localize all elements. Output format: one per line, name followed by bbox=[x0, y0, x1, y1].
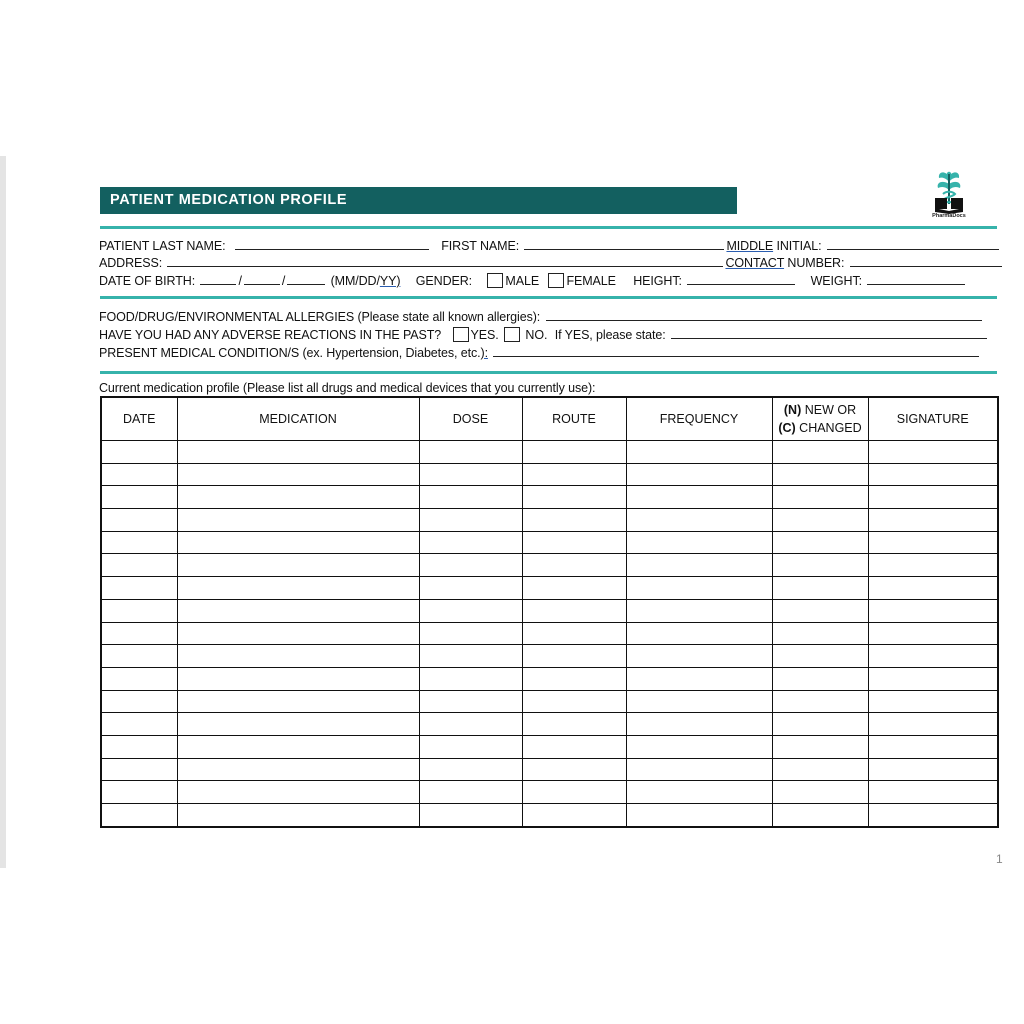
row-condition bbox=[99, 344, 981, 361]
table-row bbox=[101, 781, 998, 804]
cell-new-or-changed[interactable] bbox=[772, 554, 868, 577]
cell-signature[interactable] bbox=[868, 599, 998, 622]
contact-label-a: CONTACT bbox=[725, 256, 785, 270]
cell-frequency[interactable] bbox=[626, 554, 772, 577]
medication-table bbox=[100, 396, 999, 828]
cell-signature[interactable] bbox=[868, 509, 998, 532]
cell-dose[interactable] bbox=[419, 486, 522, 509]
weight-field[interactable] bbox=[867, 272, 965, 285]
dob-month-field[interactable] bbox=[200, 272, 236, 285]
col-new-or-changed bbox=[772, 397, 868, 441]
col-medication: MEDICATION bbox=[177, 397, 419, 441]
last-name-label: PATIENT LAST NAME: bbox=[99, 239, 226, 253]
table-row bbox=[101, 554, 998, 577]
page-shadow-edge bbox=[0, 156, 6, 868]
changed-label: CHANGED bbox=[795, 421, 862, 435]
cell-medication[interactable] bbox=[177, 509, 419, 532]
table-row bbox=[101, 599, 998, 622]
allergies-field[interactable] bbox=[546, 308, 982, 321]
cell-dose[interactable] bbox=[419, 735, 522, 758]
adverse-if-yes-label: If YES, please state: bbox=[554, 328, 666, 342]
cell-date[interactable] bbox=[101, 554, 177, 577]
cell-frequency[interactable] bbox=[626, 463, 772, 486]
cell-medication[interactable] bbox=[177, 463, 419, 486]
cell-new-or-changed[interactable] bbox=[772, 735, 868, 758]
table-row bbox=[101, 713, 998, 736]
cell-new-or-changed[interactable] bbox=[772, 509, 868, 532]
address-field[interactable] bbox=[167, 254, 723, 267]
form-title: PATIENT MEDICATION PROFILE bbox=[100, 187, 737, 214]
table-row bbox=[101, 441, 998, 464]
contact-label-b: NUMBER: bbox=[784, 256, 845, 270]
condition-field[interactable] bbox=[493, 344, 979, 357]
row-adverse bbox=[99, 326, 989, 343]
cell-medication[interactable] bbox=[177, 804, 419, 827]
cell-date[interactable] bbox=[101, 645, 177, 668]
cell-date[interactable] bbox=[101, 531, 177, 554]
cell-new-or-changed[interactable] bbox=[772, 599, 868, 622]
cell-new-or-changed[interactable] bbox=[772, 781, 868, 804]
cell-dose[interactable] bbox=[419, 577, 522, 600]
cell-frequency[interactable] bbox=[626, 667, 772, 690]
new-label: NEW OR bbox=[801, 403, 857, 417]
cell-signature[interactable] bbox=[868, 463, 998, 486]
table-row bbox=[101, 531, 998, 554]
cell-dose[interactable] bbox=[419, 509, 522, 532]
cell-route[interactable] bbox=[522, 735, 626, 758]
cell-medication[interactable] bbox=[177, 690, 419, 713]
row-allergies bbox=[99, 308, 984, 325]
cell-dose[interactable] bbox=[419, 781, 522, 804]
cell-signature[interactable] bbox=[868, 667, 998, 690]
cell-date[interactable] bbox=[101, 667, 177, 690]
cell-medication[interactable] bbox=[177, 486, 419, 509]
cell-signature[interactable] bbox=[868, 577, 998, 600]
divider-middle bbox=[100, 296, 997, 299]
page-number: 1 bbox=[996, 852, 1003, 866]
cell-medication[interactable] bbox=[177, 531, 419, 554]
cell-medication[interactable] bbox=[177, 645, 419, 668]
col-signature: SIGNATURE bbox=[868, 397, 998, 441]
cell-date[interactable] bbox=[101, 758, 177, 781]
cell-new-or-changed[interactable] bbox=[772, 758, 868, 781]
dob-label: DATE OF BIRTH: bbox=[99, 274, 196, 288]
adverse-no-checkbox[interactable] bbox=[504, 327, 520, 342]
cell-medication[interactable] bbox=[177, 713, 419, 736]
cell-medication[interactable] bbox=[177, 441, 419, 464]
table-row bbox=[101, 645, 998, 668]
cell-dose[interactable] bbox=[419, 667, 522, 690]
table-row bbox=[101, 463, 998, 486]
table-row bbox=[101, 577, 998, 600]
cell-route[interactable] bbox=[522, 622, 626, 645]
table-intro: Current medication profile (Please list all drugs and medical devices that you currently use): bbox=[99, 381, 596, 395]
male-checkbox[interactable] bbox=[487, 273, 503, 288]
allergies-label: FOOD/DRUG/ENVIRONMENTAL ALLERGIES (Please state all known allergies): bbox=[99, 310, 541, 324]
divider-bottom bbox=[100, 371, 997, 374]
weight-label: WEIGHT: bbox=[810, 274, 862, 288]
medication-table-body bbox=[101, 441, 998, 827]
cell-frequency[interactable] bbox=[626, 599, 772, 622]
middle-initial-label-a: MIDDLE bbox=[726, 239, 774, 253]
col-date: DATE bbox=[101, 397, 177, 441]
cell-dose[interactable] bbox=[419, 599, 522, 622]
gender-label: GENDER: bbox=[415, 274, 473, 288]
cell-route[interactable] bbox=[522, 531, 626, 554]
cell-dose[interactable] bbox=[419, 758, 522, 781]
cell-dose[interactable] bbox=[419, 441, 522, 464]
divider-top bbox=[100, 226, 997, 229]
cell-new-or-changed[interactable] bbox=[772, 690, 868, 713]
adverse-yes-checkbox[interactable] bbox=[453, 327, 469, 342]
cell-route[interactable] bbox=[522, 758, 626, 781]
cell-route[interactable] bbox=[522, 690, 626, 713]
cell-frequency[interactable] bbox=[626, 781, 772, 804]
middle-initial-label-b: INITIAL: bbox=[773, 239, 822, 253]
cell-medication[interactable] bbox=[177, 577, 419, 600]
cell-dose[interactable] bbox=[419, 554, 522, 577]
cell-dose[interactable] bbox=[419, 463, 522, 486]
cell-new-or-changed[interactable] bbox=[772, 531, 868, 554]
cell-route[interactable] bbox=[522, 577, 626, 600]
cell-frequency[interactable] bbox=[626, 690, 772, 713]
cell-route[interactable] bbox=[522, 486, 626, 509]
cell-frequency[interactable] bbox=[626, 441, 772, 464]
cell-date[interactable] bbox=[101, 781, 177, 804]
cell-route[interactable] bbox=[522, 804, 626, 827]
cell-date[interactable] bbox=[101, 463, 177, 486]
table-row bbox=[101, 667, 998, 690]
dob-year-field[interactable] bbox=[287, 272, 325, 285]
adverse-yes-label: YES. bbox=[470, 328, 499, 342]
cell-signature[interactable] bbox=[868, 713, 998, 736]
cell-new-or-changed[interactable] bbox=[772, 486, 868, 509]
cell-signature[interactable] bbox=[868, 645, 998, 668]
dob-format-a: (MM/DD/ bbox=[330, 274, 380, 288]
cell-new-or-changed[interactable] bbox=[772, 667, 868, 690]
cell-medication[interactable] bbox=[177, 781, 419, 804]
cell-date[interactable] bbox=[101, 804, 177, 827]
table-row bbox=[101, 804, 998, 827]
first-name-field[interactable] bbox=[524, 237, 724, 250]
table-row bbox=[101, 509, 998, 532]
first-name-label: FIRST NAME: bbox=[441, 239, 520, 253]
cell-medication[interactable] bbox=[177, 667, 419, 690]
height-field[interactable] bbox=[687, 272, 795, 285]
address-label: ADDRESS: bbox=[99, 256, 163, 270]
cell-dose[interactable] bbox=[419, 713, 522, 736]
cell-new-or-changed[interactable] bbox=[772, 577, 868, 600]
male-label: MALE bbox=[505, 274, 540, 288]
cell-dose[interactable] bbox=[419, 645, 522, 668]
cell-signature[interactable] bbox=[868, 441, 998, 464]
cell-new-or-changed[interactable] bbox=[772, 713, 868, 736]
logo-wordmark: PharmaDocs bbox=[932, 213, 966, 219]
cell-frequency[interactable] bbox=[626, 804, 772, 827]
cell-signature[interactable] bbox=[868, 486, 998, 509]
cell-signature[interactable] bbox=[868, 735, 998, 758]
cell-signature[interactable] bbox=[868, 781, 998, 804]
col-dose: DOSE bbox=[419, 397, 522, 441]
cell-medication[interactable] bbox=[177, 735, 419, 758]
cell-new-or-changed[interactable] bbox=[772, 441, 868, 464]
cell-signature[interactable] bbox=[868, 758, 998, 781]
cell-dose[interactable] bbox=[419, 804, 522, 827]
middle-initial-field[interactable] bbox=[827, 237, 999, 250]
row-name bbox=[99, 237, 1001, 254]
cell-medication[interactable] bbox=[177, 758, 419, 781]
cell-signature[interactable] bbox=[868, 622, 998, 645]
table-header-row bbox=[101, 397, 998, 441]
cell-dose[interactable] bbox=[419, 690, 522, 713]
cell-date[interactable] bbox=[101, 622, 177, 645]
adverse-details-field[interactable] bbox=[671, 326, 987, 339]
cell-date[interactable] bbox=[101, 486, 177, 509]
cell-frequency[interactable] bbox=[626, 577, 772, 600]
cell-frequency[interactable] bbox=[626, 645, 772, 668]
cell-medication[interactable] bbox=[177, 622, 419, 645]
last-name-field[interactable] bbox=[235, 237, 429, 250]
table-row bbox=[101, 758, 998, 781]
dob-day-field[interactable] bbox=[244, 272, 280, 285]
cell-medication[interactable] bbox=[177, 554, 419, 577]
cell-signature[interactable] bbox=[868, 531, 998, 554]
female-checkbox[interactable] bbox=[548, 273, 564, 288]
cell-date[interactable] bbox=[101, 690, 177, 713]
cell-date[interactable] bbox=[101, 713, 177, 736]
cell-frequency[interactable] bbox=[626, 531, 772, 554]
cell-new-or-changed[interactable] bbox=[772, 645, 868, 668]
cell-date[interactable] bbox=[101, 441, 177, 464]
table-row bbox=[101, 690, 998, 713]
condition-label-b: ): bbox=[480, 346, 488, 360]
cell-route[interactable] bbox=[522, 713, 626, 736]
cell-route[interactable] bbox=[522, 441, 626, 464]
condition-label-a: PRESENT MEDICAL CONDITION/S (ex. Hypertension, Diabetes, etc. bbox=[99, 346, 481, 360]
cell-frequency[interactable] bbox=[626, 509, 772, 532]
cell-route[interactable] bbox=[522, 645, 626, 668]
cell-medication[interactable] bbox=[177, 599, 419, 622]
cell-route[interactable] bbox=[522, 463, 626, 486]
contact-field[interactable] bbox=[850, 254, 1002, 267]
cell-dose[interactable] bbox=[419, 622, 522, 645]
cell-date[interactable] bbox=[101, 509, 177, 532]
height-label: HEIGHT: bbox=[633, 274, 682, 288]
row-address bbox=[99, 254, 1004, 271]
cell-dose[interactable] bbox=[419, 531, 522, 554]
cell-frequency[interactable] bbox=[626, 758, 772, 781]
table-row bbox=[101, 486, 998, 509]
cell-new-or-changed[interactable] bbox=[772, 622, 868, 645]
female-label: FEMALE bbox=[566, 274, 616, 288]
table-row bbox=[101, 735, 998, 758]
cell-route[interactable] bbox=[522, 599, 626, 622]
cell-frequency[interactable] bbox=[626, 713, 772, 736]
cell-signature[interactable] bbox=[868, 554, 998, 577]
cell-signature[interactable] bbox=[868, 804, 998, 827]
cell-new-or-changed[interactable] bbox=[772, 463, 868, 486]
cell-frequency[interactable] bbox=[626, 622, 772, 645]
adverse-label: HAVE YOU HAD ANY ADVERSE REACTIONS IN THE PAST? bbox=[99, 328, 442, 342]
cell-frequency[interactable] bbox=[626, 735, 772, 758]
table-row bbox=[101, 622, 998, 645]
adverse-no-label: NO. bbox=[525, 328, 548, 342]
cell-signature[interactable] bbox=[868, 690, 998, 713]
cell-date[interactable] bbox=[101, 735, 177, 758]
col-route: ROUTE bbox=[522, 397, 626, 441]
cell-route[interactable] bbox=[522, 667, 626, 690]
cell-route[interactable] bbox=[522, 509, 626, 532]
cell-route[interactable] bbox=[522, 781, 626, 804]
cell-date[interactable] bbox=[101, 599, 177, 622]
col-frequency: FREQUENCY bbox=[626, 397, 772, 441]
cell-route[interactable] bbox=[522, 554, 626, 577]
new-prefix: (N) bbox=[783, 403, 802, 417]
dob-format-b: YY) bbox=[379, 274, 401, 288]
cell-frequency[interactable] bbox=[626, 486, 772, 509]
cell-new-or-changed[interactable] bbox=[772, 804, 868, 827]
cell-date[interactable] bbox=[101, 577, 177, 600]
row-dob: DATE OF BIRTH: / / (MM/DD/YY) GENDER: MALE FEMALE HEIGHT: WEIGHT: bbox=[99, 272, 967, 289]
changed-prefix: (C) bbox=[778, 421, 796, 435]
